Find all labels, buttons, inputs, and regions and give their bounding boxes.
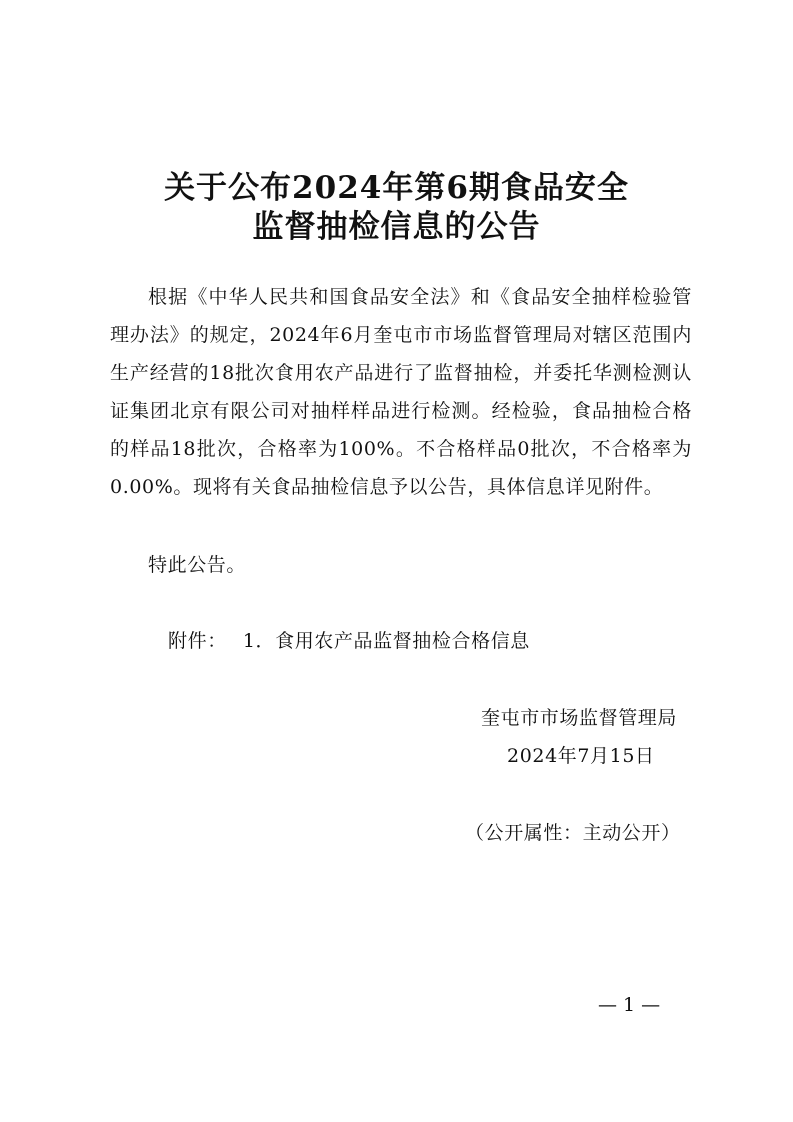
- page-number: — 1 —: [598, 994, 661, 1016]
- disclosure-note: （公开属性：主动公开）: [465, 822, 681, 844]
- closing-statement: 特此公告。: [148, 554, 247, 576]
- attachment-label: 附件：: [168, 630, 227, 652]
- attachment-line: [168, 626, 530, 656]
- document-title-line-2: 监督抽检信息的公告: [252, 209, 541, 245]
- issuer-name: 奎屯市市场监督管理局: [481, 707, 678, 729]
- issue-date: 2024年7月15日: [507, 745, 655, 767]
- document-title-line-1: 关于公布2024年第6期食品安全: [164, 170, 629, 206]
- announcement-paragraph: 根据《中华人民共和国食品安全法》和《食品安全抽样检验管理办法》的规定，2024年6月奎屯市市场监督管理局对辖区范围内生产经营的18批次食用农产品进行了监督抽检，并委托华测检测认证集团北京有限公司对抽样样品进行检测。经检验，食品抽检合格的样品18批次，合格率为100%。不合格样品0批次，不合格率为0.00%。现将有关食品抽检信息予以公告，具体信息详见附件。: [110, 286, 692, 498]
- attachment-item: 1．食用农产品监督抽检合格信息: [242, 630, 530, 652]
